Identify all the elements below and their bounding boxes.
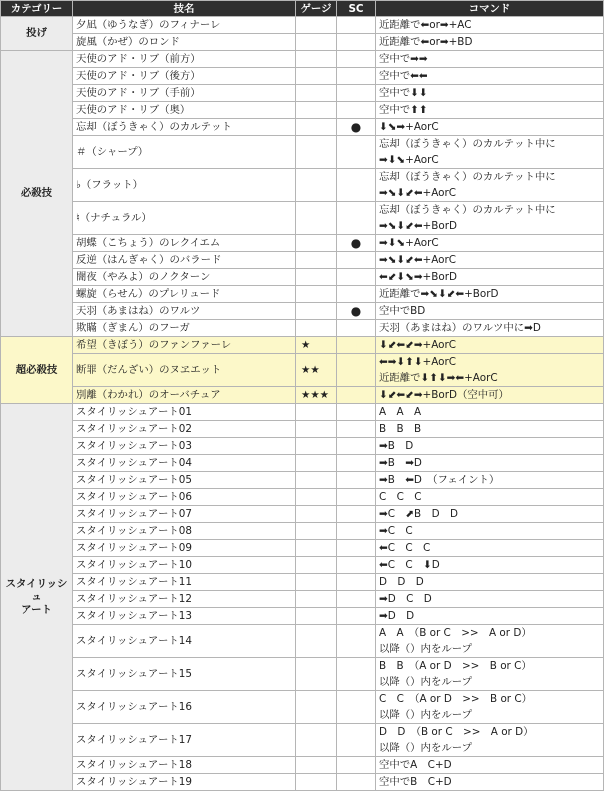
gauge-cost — [296, 438, 337, 455]
command-text: ➡B ➡D — [379, 457, 422, 469]
header-sc: SC — [337, 1, 376, 17]
table-row — [1, 658, 604, 691]
gauge-cost — [296, 269, 337, 286]
move-name: スタイリッシュアート04 — [73, 455, 296, 472]
sc-mark — [337, 557, 376, 574]
category-label: 超必殺技 — [15, 363, 58, 376]
table-row — [1, 523, 604, 540]
table-row — [1, 34, 604, 51]
move-list-body — [1, 17, 604, 791]
command-text: 空中で➡➡ — [379, 53, 428, 65]
table-row — [1, 136, 604, 169]
command-text: 以降（）内をループ — [379, 676, 472, 688]
category-cell — [1, 404, 73, 791]
move-name: スタイリッシュアート14 — [73, 625, 296, 658]
gauge-cost — [296, 320, 337, 337]
command-cell — [376, 489, 604, 506]
command-text: 近距離で⬅or➡+AC — [379, 19, 472, 31]
category-cell — [1, 51, 73, 337]
command-cell — [376, 17, 604, 34]
command-cell — [376, 438, 604, 455]
command-text: ➡C C — [379, 525, 413, 537]
command-cell — [376, 51, 604, 68]
move-name: スタイリッシュアート10 — [73, 557, 296, 574]
table-row — [1, 625, 604, 658]
move-name: スタイリッシュアート01 — [73, 404, 296, 421]
command-cell — [376, 303, 604, 320]
table-row — [1, 235, 604, 252]
command-cell — [376, 472, 604, 489]
header-row — [1, 1, 604, 17]
command-text: 近距離で➡⬊⬇⬋⬅+BorD — [379, 288, 499, 300]
move-name: スタイリッシュアート02 — [73, 421, 296, 438]
sc-mark — [337, 724, 376, 757]
table-row — [1, 404, 604, 421]
command-text: ⬇⬊➡+AorC — [379, 121, 439, 133]
gauge-cost — [296, 404, 337, 421]
command-text: ⬅C C ⬇D — [379, 559, 440, 571]
command-cell — [376, 506, 604, 523]
table-row — [1, 489, 604, 506]
command-cell — [376, 34, 604, 51]
gauge-cost — [296, 691, 337, 724]
sc-mark — [337, 540, 376, 557]
table-row — [1, 757, 604, 774]
move-name: 胡蝶（こちょう）のレクイエム — [73, 235, 296, 252]
sc-mark — [337, 691, 376, 724]
command-text: ➡C ⬈B D D — [379, 508, 458, 520]
sc-mark — [337, 85, 376, 102]
sc-mark — [337, 387, 376, 404]
command-text: ➡B ⬅D （フェイント） — [379, 474, 500, 486]
command-text: ⬅⬋⬇⬊➡+BorD — [379, 271, 457, 283]
command-cell — [376, 774, 604, 791]
move-name: 欺瞞（ぎまん）のフーガ — [73, 320, 296, 337]
move-name: スタイリッシュアート03 — [73, 438, 296, 455]
move-name: ♭（フラット） — [73, 169, 296, 202]
table-row — [1, 574, 604, 591]
move-name: ♮（ナチュラル） — [73, 202, 296, 235]
gauge-cost — [296, 540, 337, 557]
table-row — [1, 17, 604, 34]
command-text: B B B — [379, 423, 422, 435]
move-name: 反逆（はんぎゃく）のバラード — [73, 252, 296, 269]
command-text: 忘却（ぼうきゃく）のカルテット中に — [379, 138, 556, 150]
command-cell — [376, 757, 604, 774]
command-text: 空中で⬇⬇ — [379, 87, 428, 99]
table-row — [1, 269, 604, 286]
command-text: 以降（）内をループ — [379, 643, 472, 655]
sc-mark — [337, 506, 376, 523]
command-cell — [376, 354, 604, 387]
move-name: 天使のアド・リブ（後方） — [73, 68, 296, 85]
command-cell — [376, 608, 604, 625]
move-name: スタイリッシュアート16 — [73, 691, 296, 724]
command-cell — [376, 691, 604, 724]
move-name: スタイリッシュアート07 — [73, 506, 296, 523]
move-name: スタイリッシュアート19 — [73, 774, 296, 791]
command-text: 近距離で⬅or➡+BD — [379, 36, 473, 48]
sc-mark — [337, 136, 376, 169]
command-cell — [376, 540, 604, 557]
sc-mark — [337, 17, 376, 34]
header-move-name: 技名 — [73, 1, 296, 17]
sc-mark — [337, 102, 376, 119]
command-text: 空中でB C+D — [379, 776, 452, 788]
sc-mark — [337, 438, 376, 455]
header-gauge: ゲージ — [296, 1, 337, 17]
sc-mark: ● — [337, 303, 376, 320]
table-row — [1, 119, 604, 136]
table-row — [1, 472, 604, 489]
table-row — [1, 286, 604, 303]
move-name: ＃（シャープ） — [73, 136, 296, 169]
move-name: 天使のアド・リブ（奥） — [73, 102, 296, 119]
gauge-cost — [296, 286, 337, 303]
command-text: 空中でA C+D — [379, 759, 452, 771]
table-row — [1, 691, 604, 724]
command-cell — [376, 252, 604, 269]
command-text: ⬅C C C — [379, 542, 431, 554]
command-cell — [376, 404, 604, 421]
sc-mark — [337, 354, 376, 387]
move-name: 旋風（かぜ）のロンド — [73, 34, 296, 51]
command-cell — [376, 337, 604, 354]
table-row — [1, 320, 604, 337]
command-cell — [376, 421, 604, 438]
table-row — [1, 421, 604, 438]
category-cell — [1, 17, 73, 51]
command-cell — [376, 119, 604, 136]
move-name: スタイリッシュアート05 — [73, 472, 296, 489]
command-text: 忘却（ぼうきゃく）のカルテット中に — [379, 204, 556, 216]
move-name: 別離（わかれ）のオーバチュア — [73, 387, 296, 404]
command-cell — [376, 625, 604, 658]
command-text: ➡⬇⬊+AorC — [379, 154, 439, 166]
sc-mark — [337, 472, 376, 489]
gauge-cost — [296, 235, 337, 252]
command-text: C C （A or D >> B or C） — [379, 693, 533, 705]
command-text: 空中で⬅⬅ — [379, 70, 428, 82]
command-cell — [376, 286, 604, 303]
gauge-cost: ★ — [296, 337, 337, 354]
command-text: D D D — [379, 576, 424, 588]
command-text: A A （B or C >> A or D） — [379, 627, 532, 639]
table-row — [1, 506, 604, 523]
table-row — [1, 169, 604, 202]
sc-mark: ● — [337, 119, 376, 136]
table-row — [1, 102, 604, 119]
command-text: 天羽（あまはね）のワルツ中に➡D — [379, 322, 541, 334]
table-row — [1, 202, 604, 235]
command-text: ➡D C D — [379, 593, 432, 605]
command-cell — [376, 387, 604, 404]
gauge-cost — [296, 252, 337, 269]
gauge-cost — [296, 102, 337, 119]
category-label: 必殺技 — [20, 187, 53, 199]
move-name: 闇夜（やみよ）のノクターン — [73, 269, 296, 286]
sc-mark: ● — [337, 235, 376, 252]
command-text: ➡⬊⬇⬋⬅+AorC — [379, 187, 457, 199]
sc-mark — [337, 658, 376, 691]
move-name: スタイリッシュアート15 — [73, 658, 296, 691]
move-name: 天使のアド・リブ（前方） — [73, 51, 296, 68]
table-row — [1, 591, 604, 608]
header-command: コマンド — [376, 1, 604, 17]
move-name: スタイリッシュアート11 — [73, 574, 296, 591]
command-text: ➡⬇⬊+AorC — [379, 237, 439, 249]
command-text: ⬇⬋⬅⬋➡+BorD（空中可） — [379, 389, 509, 401]
category-cell — [1, 337, 73, 404]
gauge-cost — [296, 421, 337, 438]
move-name: 夕凪（ゆうなぎ）のフィナーレ — [73, 17, 296, 34]
header-category: カテゴリー — [1, 1, 73, 17]
gauge-cost — [296, 625, 337, 658]
move-name: スタイリッシュアート12 — [73, 591, 296, 608]
table-row — [1, 354, 604, 387]
sc-mark — [337, 320, 376, 337]
gauge-cost — [296, 119, 337, 136]
command-cell — [376, 202, 604, 235]
move-name: 天使のアド・リブ（手前） — [73, 85, 296, 102]
command-cell — [376, 523, 604, 540]
command-cell — [376, 68, 604, 85]
sc-mark — [337, 774, 376, 791]
command-cell — [376, 557, 604, 574]
sc-mark — [337, 574, 376, 591]
category-label: スタイリッシュ — [5, 577, 68, 603]
gauge-cost — [296, 489, 337, 506]
table-row — [1, 303, 604, 320]
command-cell — [376, 455, 604, 472]
gauge-cost — [296, 658, 337, 691]
move-name: スタイリッシュアート09 — [73, 540, 296, 557]
gauge-cost — [296, 557, 337, 574]
gauge-cost — [296, 774, 337, 791]
gauge-cost — [296, 85, 337, 102]
gauge-cost — [296, 757, 337, 774]
command-cell — [376, 591, 604, 608]
move-name: スタイリッシュアート18 — [73, 757, 296, 774]
gauge-cost — [296, 303, 337, 320]
command-text: ➡⬊⬇⬋⬅+BorD — [379, 220, 457, 232]
command-cell — [376, 85, 604, 102]
command-text: ⬅➡⬇⬆⬇+AorC — [379, 356, 457, 368]
table-row — [1, 51, 604, 68]
sc-mark — [337, 51, 376, 68]
sc-mark — [337, 337, 376, 354]
command-cell — [376, 102, 604, 119]
table-row — [1, 774, 604, 791]
command-text: ➡B D — [379, 440, 414, 452]
command-text: 以降（）内をループ — [379, 709, 472, 721]
gauge-cost — [296, 17, 337, 34]
table-row — [1, 337, 604, 354]
sc-mark — [337, 421, 376, 438]
move-name: 天羽（あまはね）のワルツ — [73, 303, 296, 320]
command-cell — [376, 658, 604, 691]
move-name: 忘却（ぼうきゃく）のカルテット — [73, 119, 296, 136]
table-row — [1, 608, 604, 625]
command-cell — [376, 724, 604, 757]
table-row — [1, 252, 604, 269]
gauge-cost — [296, 472, 337, 489]
command-text: ➡D D — [379, 610, 415, 622]
command-text: 近距離で⬇⬆⬇➡⬅+AorC — [379, 372, 498, 384]
gauge-cost — [296, 724, 337, 757]
sc-mark — [337, 68, 376, 85]
sc-mark — [337, 404, 376, 421]
gauge-cost — [296, 523, 337, 540]
sc-mark — [337, 523, 376, 540]
command-cell — [376, 320, 604, 337]
command-text: 以降（）内をループ — [379, 742, 472, 754]
sc-mark — [337, 625, 376, 658]
table-row — [1, 438, 604, 455]
gauge-cost — [296, 608, 337, 625]
sc-mark — [337, 269, 376, 286]
sc-mark — [337, 608, 376, 625]
table-row — [1, 557, 604, 574]
gauge-cost — [296, 136, 337, 169]
command-cell — [376, 574, 604, 591]
gauge-cost — [296, 34, 337, 51]
move-name: スタイリッシュアート17 — [73, 724, 296, 757]
command-text: 空中で⬆⬆ — [379, 104, 428, 116]
gauge-cost — [296, 169, 337, 202]
table-row — [1, 455, 604, 472]
table-row — [1, 68, 604, 85]
move-name: スタイリッシュアート06 — [73, 489, 296, 506]
sc-mark — [337, 169, 376, 202]
table-row — [1, 85, 604, 102]
gauge-cost: ★★★ — [296, 387, 337, 404]
command-text: ➡⬊⬇⬋⬅+AorC — [379, 254, 457, 266]
gauge-cost — [296, 202, 337, 235]
command-cell — [376, 269, 604, 286]
move-name: 希望（きぼう）のファンファーレ — [73, 337, 296, 354]
gauge-cost: ★★ — [296, 354, 337, 387]
gauge-cost — [296, 591, 337, 608]
move-name: スタイリッシュアート08 — [73, 523, 296, 540]
sc-mark — [337, 591, 376, 608]
command-cell — [376, 169, 604, 202]
sc-mark — [337, 757, 376, 774]
gauge-cost — [296, 455, 337, 472]
move-name: 断罪（だんざい）のヌヱエット — [73, 354, 296, 387]
command-cell — [376, 235, 604, 252]
command-text: B B （A or D >> B or C） — [379, 660, 532, 672]
gauge-cost — [296, 68, 337, 85]
command-text: 空中でBD — [379, 305, 426, 317]
table-row — [1, 540, 604, 557]
sc-mark — [337, 34, 376, 51]
sc-mark — [337, 252, 376, 269]
move-name: スタイリッシュアート13 — [73, 608, 296, 625]
command-cell — [376, 136, 604, 169]
category-label: 投げ — [26, 27, 47, 39]
sc-mark — [337, 202, 376, 235]
command-text: ⬇⬋⬅⬋➡+AorC — [379, 339, 457, 351]
command-text: 忘却（ぼうきゃく）のカルテット中に — [379, 171, 556, 183]
gauge-cost — [296, 574, 337, 591]
gauge-cost — [296, 51, 337, 68]
command-text: C C C — [379, 491, 422, 503]
command-text: D D （B or C >> A or D） — [379, 726, 534, 738]
table-row — [1, 387, 604, 404]
category-label: アート — [21, 603, 52, 616]
table-row — [1, 724, 604, 757]
gauge-cost — [296, 506, 337, 523]
move-name: 螺旋（らせん）のプレリュード — [73, 286, 296, 303]
sc-mark — [337, 489, 376, 506]
sc-mark — [337, 455, 376, 472]
command-text: A A A — [379, 406, 422, 418]
sc-mark — [337, 286, 376, 303]
